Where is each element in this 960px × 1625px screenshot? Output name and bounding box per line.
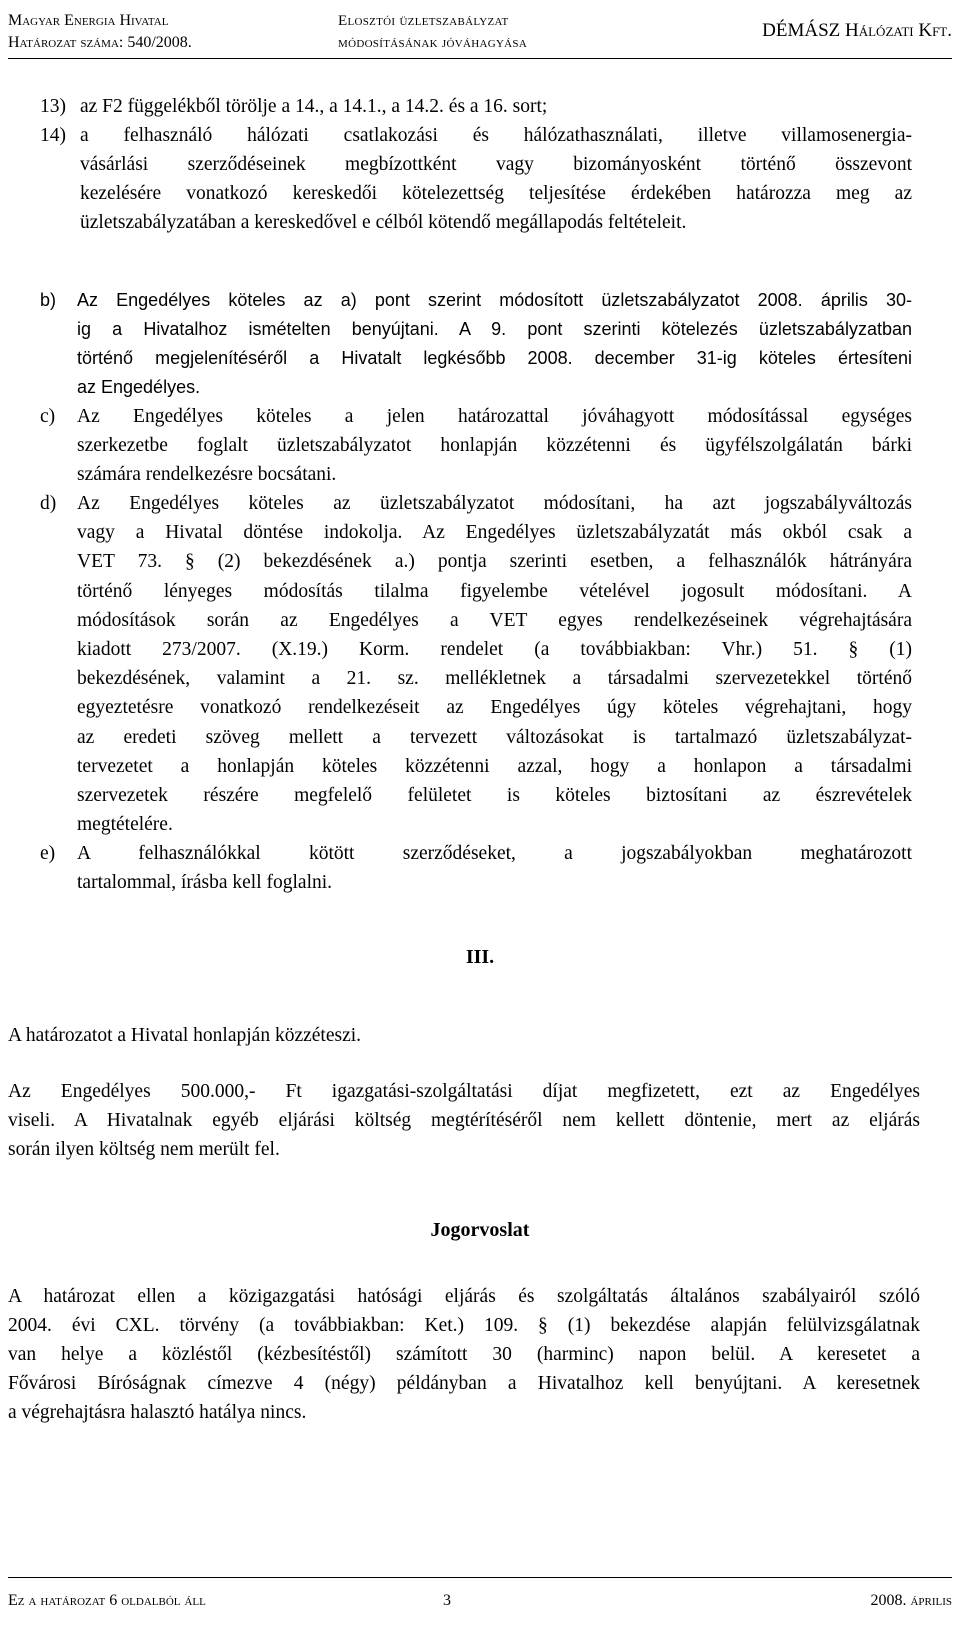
- text-line: Az Engedélyes köteles az üzletszabályzatot módosítani, ha azt jogszabályváltozás: [77, 493, 912, 514]
- list-item-text: [80, 121, 912, 237]
- text-line: tartalommal, írásba kell foglalni.: [77, 872, 333, 893]
- page-header: [8, 10, 952, 59]
- item-text: [77, 839, 912, 897]
- text-line: Az Engedélyes 500.000,- Ft igazgatási-szolgáltatási díjat megfizetett, ezt az Engedélyes: [8, 1081, 920, 1102]
- item-text: [77, 402, 912, 489]
- text-line: az Engedélyes.: [77, 377, 201, 397]
- page-footer: [8, 1577, 952, 1614]
- footer-page-count: Ez a határozat 6 oldalból áll: [8, 1592, 206, 1609]
- text-line: az eredeti szöveg mellett a tervezett változásokat is tartalmazó üzletszabályzat-: [77, 726, 912, 748]
- footer-date: 2008. április: [870, 1592, 952, 1609]
- text-line: tervezetet a honlapján köteles közzétenni azzal, hogy a honlapon a társadalmi: [77, 755, 912, 777]
- text-line: viseli. A Hivatalnak egyéb eljárási költség megtérítéséről nem kellett döntenie, mert az eljárás: [8, 1110, 920, 1131]
- text-line: módosítások során az Engedélyes a VET egyes rendelkezéseinek végrehajtására: [77, 609, 912, 631]
- text-line: kiadott 273/2007. (X.19.) Korm. rendelet (a továbbiakban: Vhr.) 51. § (1): [77, 639, 912, 661]
- section-heading: III.: [465, 946, 495, 968]
- item-label: b): [40, 290, 57, 310]
- text-line: vásárlási szerződéseinek megbízottként vagy bizományosként történő összevont: [80, 154, 912, 175]
- text-line: A határozat ellen a közigazgatási hatósági eljárás és szolgáltatás általános szabályairól szóló: [8, 1286, 920, 1307]
- text-line: bekezdésének, valamint a 21. sz. mellékletnek a társadalmi szervezetekkel történő: [77, 668, 912, 690]
- text-line: során ilyen költség nem merült fel.: [8, 1139, 280, 1160]
- text-line: egyeztetésre vonatkozó rendelkezéseit az Engedélyes úgy köteles végrehajtani, hogy: [77, 697, 912, 719]
- remedy-paragraph: [8, 1282, 920, 1427]
- header-decision-number: Határozat száma: 540/2008.: [8, 34, 192, 51]
- text-line: a végrehajtásra halasztó hatálya nincs.: [8, 1402, 307, 1423]
- header-subject-line1: Elosztói üzletszabályzat: [338, 13, 509, 29]
- header-company: DÉMÁSZ Hálózati Kft.: [762, 20, 952, 41]
- remedy-heading: Jogorvoslat: [430, 1219, 530, 1241]
- list-item-label: 14): [40, 125, 66, 146]
- list-item-label: 13): [40, 96, 66, 117]
- item-text: [77, 286, 912, 402]
- text-line: történő megjelenítéséről a Hivatalt legkésőbb 2008. december 31-ig köteles értesíteni: [77, 348, 912, 368]
- text-line: A felhasználókkal kötött szerződéseket, a jogszabályokban meghatározott: [77, 843, 912, 864]
- text-line: üzletszabályzatában a kereskedővel e célból kötendő megállapodás feltételeit.: [80, 212, 687, 233]
- text-line: Az Engedélyes köteles a jelen határozattal jóváhagyott módosítással egységes: [77, 406, 912, 427]
- text-line: van helye a közléstől (kézbesítéstől) számított 30 (harminc) napon belül. A keresetet a: [8, 1344, 920, 1365]
- item-text: [77, 489, 912, 839]
- header-subject-line2: módosításának jóváhagyása: [338, 35, 528, 51]
- text-line: kezelésére vonatkozó kereskedői kötelezettség teljesítése érdekében határozza meg az: [80, 183, 912, 204]
- item-label: c): [40, 406, 56, 427]
- text-line: a felhasználó hálózati csatlakozási és hálózathasználati, illetve villamosenergia-: [80, 125, 912, 146]
- text-line: 2004. évi CXL. törvény (a továbbiakban: Ket.) 109. § (1) bekezdése alapján felülvizsgálatnak: [8, 1315, 920, 1336]
- item-label: d): [40, 493, 57, 514]
- header-authority: [8, 10, 192, 54]
- text-line: megtételére.: [77, 814, 173, 836]
- text-line: VET 73. § (2) bekezdésének a.) pontja szerinti esetben, a felhasználók hátrányára: [77, 551, 912, 573]
- text-line: Fővárosi Bíróságnak címezve 4 (négy) példányban a Hivatalhoz kell benyújtani. A keresetnek: [8, 1373, 920, 1394]
- list-item-text: az F2 függelékből törölje a 14., a 14.1., a 14.2. és a 16. sort;: [80, 96, 548, 117]
- header-subject: [338, 10, 527, 54]
- footer-page-number: 3: [443, 1592, 451, 1609]
- text-line: ig a Hivatalhoz ismételten benyújtani. A 9. pont szerinti kötelezés üzletszabályzatban: [77, 319, 912, 339]
- item-label: e): [40, 843, 56, 864]
- text-line: szervezetek részére megfelelő felületet is köteles biztosítani az észrevételek: [77, 785, 912, 807]
- publish-paragraph: A határozatot a Hivatal honlapján közzéteszi.: [8, 1025, 362, 1046]
- text-line: számára rendelkezésre bocsátani.: [77, 464, 337, 485]
- text-line: történő lényeges módosítás tilalma figyelembe vételével jogosult módosítani. A: [77, 580, 912, 602]
- fee-paragraph: [8, 1077, 920, 1164]
- text-line: szerkezetbe foglalt üzletszabályzatot honlapján közzétenni és ügyfélszolgálatán bárki: [77, 435, 912, 456]
- header-authority-name: Magyar Energia Hivatal: [8, 12, 169, 29]
- text-line: Az Engedélyes köteles az a) pont szerint módosított üzletszabályzatot 2008. április 30-: [77, 290, 912, 310]
- text-line: vagy a Hivatal döntése indokolja. Az Engedélyes üzletszabályzatát más okból csak a: [77, 522, 912, 544]
